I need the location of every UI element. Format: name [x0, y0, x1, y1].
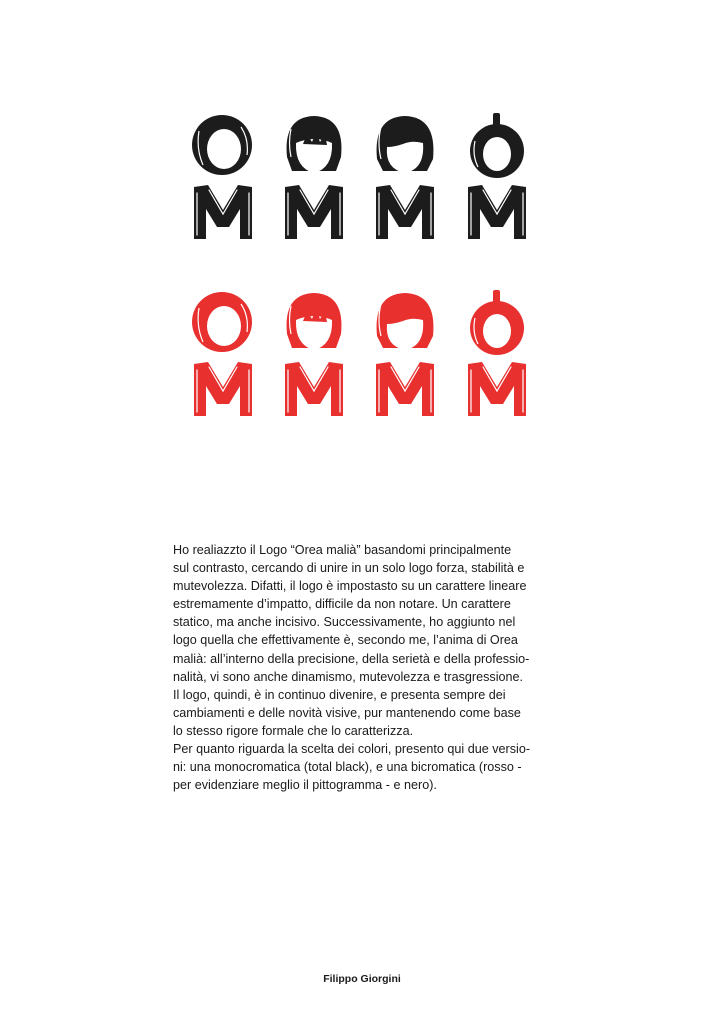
- logo-mark: [462, 113, 532, 243]
- logo-mark: [370, 290, 440, 420]
- logo-o-stem-black: [462, 113, 532, 243]
- body-line: mutevolezza. Difatti, il logo è impostasto su un carattere lineare: [173, 579, 527, 594]
- logo-face-bangs-black: [370, 113, 440, 243]
- logo-face-crown-black: [279, 113, 349, 243]
- body-line: sul contrasto, cercando di unire in un solo logo forza, stabilità e: [173, 561, 525, 576]
- body-line: statico, ma anche incisivo. Successivamente, ho aggiunto nel: [173, 615, 516, 630]
- logo-mark: [279, 113, 349, 243]
- logo-row-black: [0, 113, 724, 243]
- body-line: Ho realiazzto il Logo “Orea malià” basandomi principalmente: [173, 543, 512, 557]
- body-paragraph: [173, 541, 573, 794]
- logo-mark: [188, 113, 258, 243]
- body-line: lo stesso rigore formale che lo caratterizza.: [173, 723, 414, 738]
- author-name: Filippo Giorgini: [323, 973, 401, 985]
- logo-face-bangs-red: [370, 290, 440, 420]
- logo-mark: [188, 290, 258, 420]
- logo-face-crown-red: [279, 290, 349, 420]
- body-line: nalità, vi sono anche dinamismo, mutevolezza e trasgressione.: [173, 669, 524, 684]
- body-line: ni: una monocromatica (total black), e una bicromatica (rosso -: [173, 760, 522, 775]
- logo-plain-o-black: [188, 113, 258, 243]
- body-line: Per quanto riguarda la scelta dei colori, presento qui due versio-: [173, 742, 531, 757]
- logo-mark: [279, 290, 349, 420]
- body-line: malià: all’interno della precisione, della serietà e della professio-: [173, 651, 530, 666]
- logo-mark: [462, 290, 532, 420]
- logo-plain-o-red: [188, 290, 258, 420]
- body-line: estremamente d’impatto, difficile da non notare. Un carattere: [173, 597, 511, 612]
- body-line: Il logo, quindi, è in continuo divenire, e presenta sempre dei: [173, 687, 506, 702]
- logo-row-red: [0, 290, 724, 420]
- body-line: cambiamenti e delle novità visive, pur mantenendo come base: [173, 705, 521, 720]
- body-line: per evidenziare meglio il pittogramma - e nero).: [173, 778, 437, 793]
- body-line: logo quella che effettivamente è, secondo me, l’anima di Orea: [173, 633, 518, 648]
- logo-mark: [370, 113, 440, 243]
- logo-o-stem-red: [462, 290, 532, 420]
